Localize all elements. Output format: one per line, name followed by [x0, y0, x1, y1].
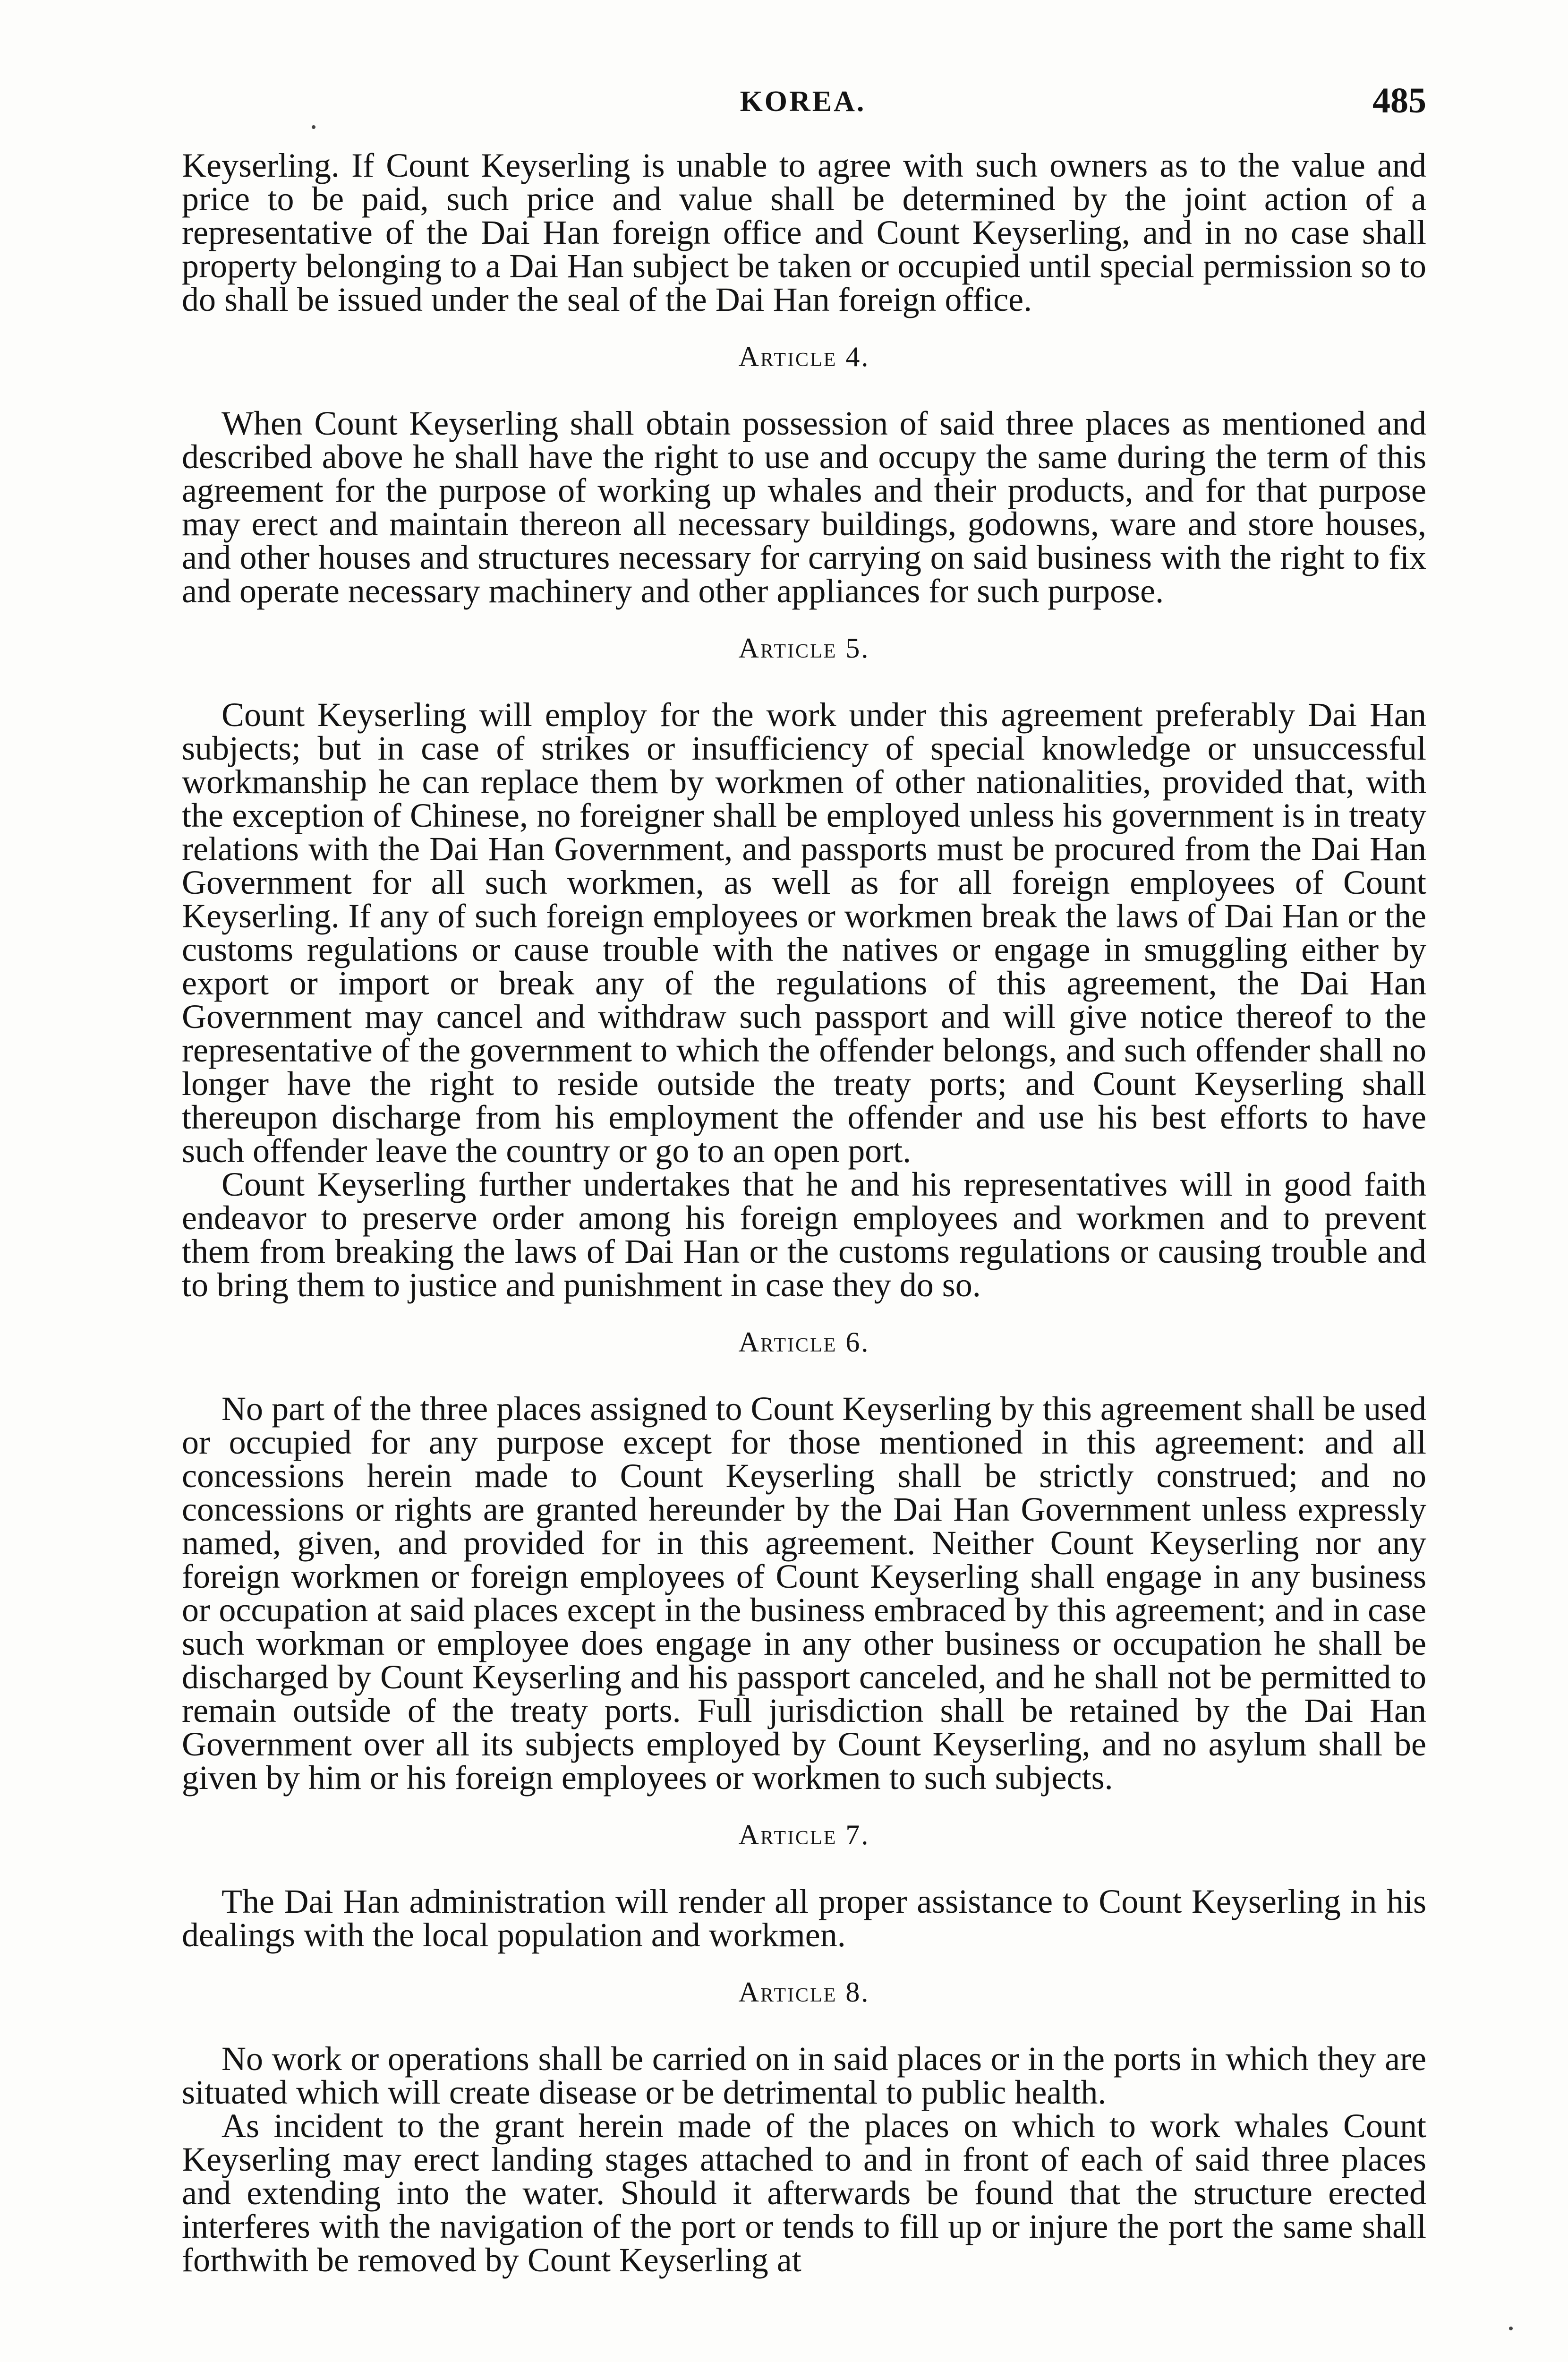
page-header [179, 80, 1426, 137]
article-heading: Article 5. [738, 633, 870, 664]
print-speck [1509, 2327, 1513, 2330]
article-8 [182, 1976, 1426, 2277]
document-body [182, 146, 1426, 2279]
running-head: KOREA. [740, 86, 866, 118]
article-5 [182, 632, 1426, 1302]
article-paragraph: Count Keyserling will employ for the work under this agreement preferably Dai Han subjects; but in case of strikes or insufficiency of special knowledge or unsuccessful workmanship he can replace them by workmen of other nationalities, provided that, with the exception of Chinese, no foreigner shall be employed unless his government is in treaty relations with the Dai Han Government, and passports must be procured from the Dai Han Government for all such workmen, as well as for all foreign employees of Count Keyserling. If any of such foreign employees or workmen break the laws of Dai Han or the customs regulations or cause trouble with the natives or engage in smuggling either by export or import or break any of the regulations of this agreement, the Dai Han Government may cancel and withdraw such passport and will give notice thereof to the representative of the government to which the offender belongs, and such offender shall no longer have the right to reside outside the treaty ports; and Count Keyserling shall thereupon discharge from his employment the offender and use his best efforts to have such offender leave the country or go to an open port. [182, 696, 1426, 1170]
article-paragraph: When Count Keyserling shall obtain possession of said three places as mentioned and described above he shall have the right to use and occupy the same during the term of this agreement for the purpose of working up whales and their products, and for that purpose may erect and maintain thereon all necessary buildings, godowns, ware and store houses, and other houses and structures necessary for carrying on said business with the right to fix and operate necessary machinery and other appliances for such purpose. [182, 404, 1426, 610]
article-paragraph: As incident to the grant herein made of the places on which to work whales Count Keyserling may erect landing stages attached to and in front of each of said three places and extending into the water. Should it afterwards be found that the structure erected interferes with the navigation of the port or tends to fill up or injure the port the same shall forthwith be removed by Count Keyserling at [182, 2107, 1426, 2279]
article-heading: Article 4. [738, 341, 870, 372]
article-paragraph: No part of the three places assigned to Count Keyserling by this agreement shall be used or occupied for any purpose except for those mentioned in this agreement: and all concessions herein made to Count Keyserling shall be strictly construed; and no concessions or rights are granted hereunder by the Dai Han Government unless expressly named, given, and provided for in this agreement. Neither Count Keyserling nor any foreign workmen or foreign employees of Count Keyserling shall engage in any business or occupation at said places except in the business embraced by this agreement; and in case such workman or employee does engage in any other business or occupation he shall be discharged by Count Keyserling and his passport canceled, and he shall not be permitted to remain outside of the treaty ports. Full jurisdiction shall be retained by the Dai Han Government over all its subjects employed by Count Keyserling, and no asylum shall be given by him or his foreign employees or workmen to such subjects. [182, 1390, 1426, 1797]
opening-paragraph: Keyserling. If Count Keyserling is unable to agree with such owners as to the value and price to be paid, such price and value shall be determined by the joint action of a representative of the Dai Han foreign office and Count Keyserling, and in no case shall property belonging to a Dai Han subject be taken or occupied until special permission so to do shall be issued under the seal of the Dai Han foreign office. [182, 146, 1426, 318]
article-heading: Article 7. [738, 1819, 870, 1850]
article-paragraph: The Dai Han administration will render all proper assistance to Count Keyserling in his dealings with the local population and workmen. [182, 1883, 1426, 1954]
article-6 [182, 1326, 1426, 1795]
page-number: 485 [1372, 81, 1426, 120]
article-paragraph: Count Keyserling further undertakes that he and his representatives will in good faith endeavor to preserve order among his foreign employees and workmen and to prevent them from breaking the laws of Dai Han or the customs regulations or causing trouble and to bring them to justice and punishment in case they do so. [182, 1165, 1426, 1304]
article-4 [182, 340, 1426, 608]
article-heading: Article 6. [738, 1326, 870, 1358]
print-speck [312, 125, 315, 129]
article-heading: Article 8. [738, 1977, 870, 2008]
article-7 [182, 1818, 1426, 1952]
article-paragraph: No work or operations shall be carried on in said places or in the ports in which they are situated which will create disease or be detrimental to public health. [182, 2040, 1426, 2111]
